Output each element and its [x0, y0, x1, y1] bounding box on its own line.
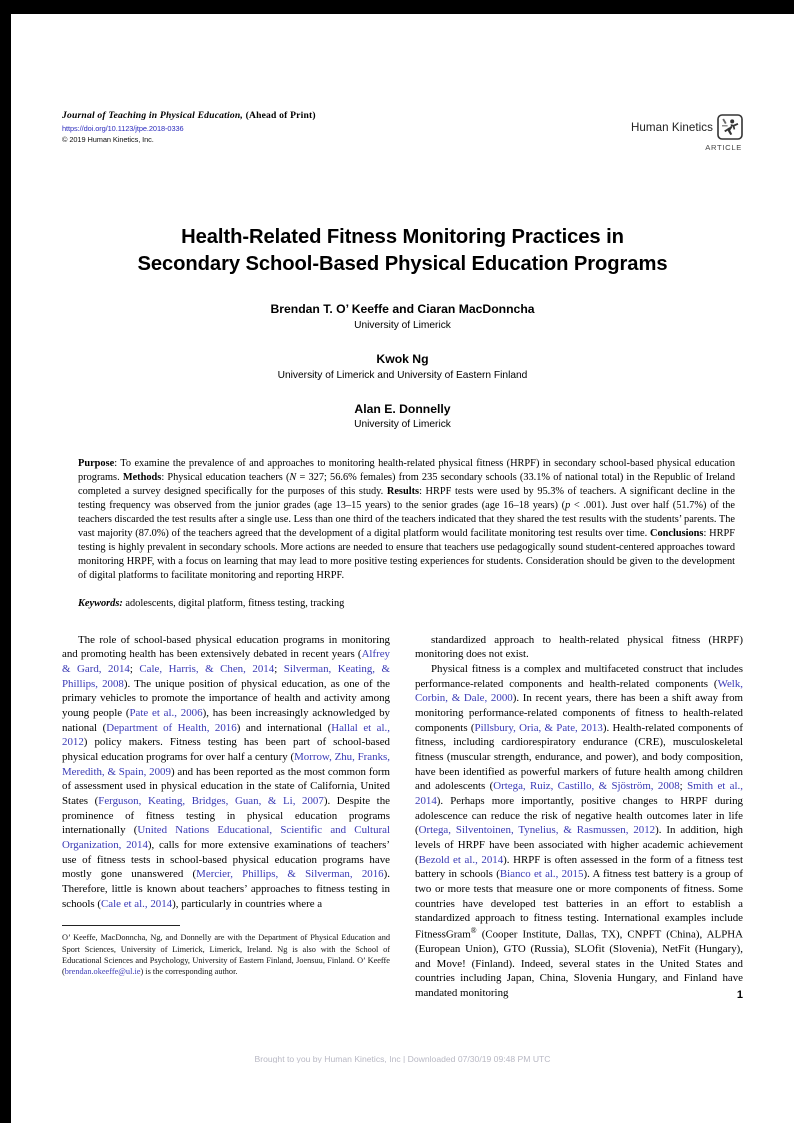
abstract-methods-label: Methods: [122, 471, 162, 483]
citation-link[interactable]: Hallal et al., 2012: [62, 721, 390, 749]
right-column-text: [415, 633, 743, 1001]
author-affiliation: University of Limerick: [354, 419, 451, 431]
registered-mark: ®: [470, 925, 477, 935]
citation-link[interactable]: Bianco et al., 2015: [499, 868, 584, 881]
page-number: 1: [736, 988, 743, 1001]
body-columns: [62, 633, 743, 1001]
abstract-n-symbol: N: [289, 471, 297, 483]
citation-link[interactable]: Bezold et al., 2014: [418, 853, 504, 866]
abstract-p-symbol: p: [565, 499, 571, 511]
journal-status: (Ahead of Print): [245, 110, 316, 121]
citation-link[interactable]: Ortega, Ruiz, Castillo, & Sjöström, 2008: [493, 780, 680, 793]
left-column: [62, 633, 390, 1001]
footnote-block: [62, 925, 390, 977]
footnote-text: O’ Keeffe, MacDonncha, Ng, and Donnelly are with the Department of Physical Education and Sport Sciences, University of Limerick, Limerick, Ireland. Ng is also with the School of Educational Sciences and Psychology, University of Eastern Finland, Joensuu, Finland. O’ Keeffe (brendan.okeeffe@ul.ie) is the corresponding author.: [62, 933, 390, 977]
abstract-results-text-a: : HRPF tests were used by 95.3% of teachers. A significant decline in the testing frequency was observed from the junior grades (age 13–15 years) to the senior grades (age 16–18 years) (: [78, 485, 735, 511]
paragraph: Physical fitness is a complex and multifaceted construct that includes performance-related components and health-related components (Welk, Corbin, & Dale, 2000). In recent years, there has been a shift away from monitoring performance-related components of fitness to health-related components (Pillsbury, Oria, & Pate, 2013). Health-related components of fitness, including cardiorespiratory endurance (CRE), musculoskeletal fitness (muscular strength, endurance, and power), and body composition, have been identified as powerful markers of future health among children and adolescents (Ortega, Ruiz, Castillo, & Sjöström, 2008; Smith et al., 2014). Perhaps more importantly, positive changes to HRPF during adolescence can reduce the risk of negative health outcomes later in life (Ortega, Silventoinen, Tynelius, & Rasmussen, 2012). In addition, high levels of HRPF have been associated with higher academic achievement (Bezold et al., 2014). HRPF is often assessed in the form of a fitness test battery in schools (Bianco et al., 2015). A fitness test battery is a group of two or more tests that measure one or more components of fitness. Some countries have developed test batteries in an effort to establish a standardized approach to fitness testing. International examples include FitnessGram® (Cooper Institute, Dallas, TX), CNPFT (China), ALPHA (European Union), GTO (Russia), SLOfit (Slovenia), NetFit (Hungary), and Move! (Finland). Indeed, several states in the United States and countries including Japan, China, Slovenia Hungary, and Finland have mandated monitoring: [415, 663, 744, 1000]
download-stamp: Brought to you by Human Kinetics, Inc | Downloaded 07/30/19 09:48 PM UTC: [254, 1056, 551, 1063]
page-content: [62, 110, 743, 1001]
left-column-text: [62, 633, 390, 911]
page-title: [62, 224, 743, 277]
citation-link[interactable]: Silverman, Keating, & Phillips, 2008: [62, 663, 391, 690]
article-type-label: ARTICLE: [705, 143, 742, 152]
author-group: [62, 351, 743, 383]
keywords-line: [78, 598, 735, 609]
abstract-conclusions-text: : HRPF testing is highly prevalent in secondary schools. More actions are needed to ensure that teachers use pedagogically sound student-centered approaches toward monitoring HRPF, with a focus on learning that may lead to more positive testing experiences for students. Consideration should be given to the development of digital platforms to facilitate monitoring and reporting HRPF.: [78, 527, 735, 581]
doi-link[interactable]: https://doi.org/10.1123/jtpe.2018-0336: [62, 123, 184, 133]
citation-link[interactable]: Morrow, Zhu, Franks, Meredith, & Spain, 2009: [62, 750, 390, 778]
publisher-row: [631, 114, 743, 140]
abstract-purpose-text: : To examine the prevalence of and approaches to monitoring health-related physical fitness (HRPF) in secondary school-based physical education programs.: [78, 457, 735, 483]
abstract-methods-text-a: : Physical education teachers (: [161, 471, 290, 483]
citation-link[interactable]: Department of Health, 2016: [106, 721, 237, 734]
paragraph: The role of school-based physical education programs in monitoring and promoting health has been extensively debated in recent years (Alfrey & Gard, 2014; Cale, Harris, & Chen, 2014; Silverman, Keating, & Phillips, 2008). The unique position of physical education, as one of the primary vehicles to promote the importance of health and activity among young people (Pate et al., 2006), has been increasingly acknowledged by national (Department of Health, 2016) and international (Hallal et al., 2012) policy makers. Fitness testing has been part of school-based physical education programs for over half a century (Morrow, Zhu, Franks, Meredith, & Spain, 2009) and has been reported as the most common form of assessment used in physical education in the state of California, United States (Ferguson, Keating, Bridges, Guan, & Li, 2007). Despite the prominence of fitness testing in physical education programs internationally (United Nations Educational, Scientific and Cultural Organization, 2014), calls for more extensive examinations of teachers’ use of fitness tests in school-based physical education programs have mostly gone unanswered (Mercier, Phillips, & Silverman, 2016). Therefore, little is known about teachers’ approaches to fitness testing in schools (Cale et al., 2014), particularly in countries where a: [62, 633, 391, 910]
citation-link[interactable]: Cale, Harris, & Chen, 2014: [139, 663, 275, 676]
author-names: Brendan T. O’ Keeffe and Ciaran MacDonncha: [270, 302, 535, 317]
citation-link[interactable]: Welk, Corbin, & Dale, 2000: [415, 677, 743, 705]
masthead: [62, 110, 743, 168]
citation-link[interactable]: brendan.okeeffe@ul.ie: [64, 967, 141, 977]
author-affiliation: University of Limerick and University of Eastern Finland: [277, 369, 528, 381]
author-names: Alan E. Donnelly: [354, 401, 451, 416]
citation-link[interactable]: Cale et al., 2014: [101, 897, 173, 910]
citation-link[interactable]: Pate et al., 2006: [129, 706, 203, 719]
abstract-purpose-label: Purpose: [78, 457, 115, 469]
author-affiliation: University of Limerick: [354, 319, 451, 331]
citation-link[interactable]: Ortega, Silventoinen, Tynelius, & Rasmussen, 2012: [418, 824, 656, 837]
human-kinetics-runner-logo-icon: [717, 114, 743, 140]
citation-link[interactable]: Ferguson, Keating, Bridges, Guan, & Li, 2007: [98, 794, 324, 807]
title-line-1: Health-Related Fitness Monitoring Practices in: [181, 226, 624, 248]
author-names: Kwok Ng: [376, 352, 429, 367]
publisher-name: Human Kinetics: [630, 120, 713, 134]
paragraph: standardized approach to health-related physical fitness (HRPF) monitoring does not exist.: [415, 633, 743, 661]
title-line-2: Secondary School-Based Physical Education Programs: [137, 252, 668, 275]
abstract-conclusions-label: Conclusions: [650, 527, 704, 539]
journal-title: Journal of Teaching in Physical Education,: [62, 110, 243, 121]
abstract-methods-text-b: = 327; 56.6% females) from 235 secondary schools (33.1% of national total) in the Republic of Ireland completed a survey designed specifically for the purposes of this study.: [78, 471, 735, 497]
author-block: [62, 301, 743, 432]
right-column: [415, 633, 743, 1001]
citation-link[interactable]: Smith et al., 2014: [415, 780, 743, 807]
copyright-notice: © 2019 Human Kinetics, Inc.: [62, 134, 154, 144]
abstract-results-text-b: < .001). Just over half (51.7%) of the teachers discarded the test results after a single use. Less than one third of the teachers indicated that they shared the test results with the students’ parents. The vast majority (87.0%) of the teachers agreed that the development of a digital platform would facilitate monitoring test results over time.: [78, 499, 735, 539]
abstract: [78, 457, 735, 583]
author-group: [62, 301, 743, 333]
citation-link[interactable]: United Nations Educational, Scientific and Cultural Organization, 2014: [62, 824, 390, 851]
citation-link[interactable]: Pillsbury, Oria, & Pate, 2013: [474, 721, 603, 734]
abstract-results-label: Results: [386, 485, 420, 497]
citation-link[interactable]: Alfrey & Gard, 2014: [62, 648, 390, 676]
document-page: [11, 14, 794, 1123]
keywords-value: adolescents, digital platform, fitness testing, tracking: [122, 597, 345, 609]
publisher-branding: [631, 114, 743, 152]
author-group: [62, 401, 743, 433]
footnote-divider: [62, 925, 180, 926]
keywords-label: Keywords:: [78, 597, 123, 609]
citation-link[interactable]: Mercier, Phillips, & Silverman, 2016: [196, 868, 384, 881]
